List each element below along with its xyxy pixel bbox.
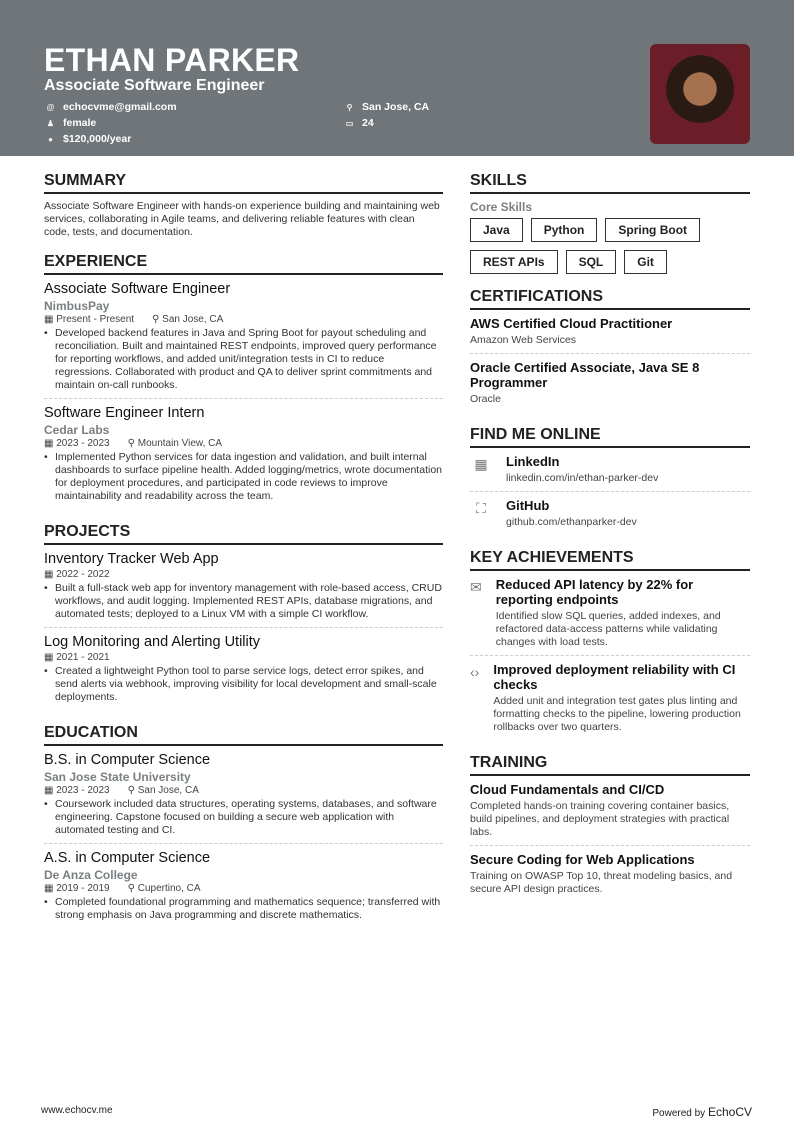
- contact-text: echocvme@gmail.com: [63, 101, 177, 113]
- location-pin-icon: ⚲: [127, 438, 138, 449]
- item-title: AWS Certified Cloud Practitioner: [470, 316, 673, 331]
- contact-text: San Jose, CA: [362, 101, 430, 113]
- item-location: Cupertino, CA: [137, 883, 201, 894]
- item-body: [506, 498, 637, 529]
- item-organization: De Anza College: [44, 868, 138, 882]
- item-subtitle[interactable]: github.com/ethanparker-dev: [506, 516, 637, 528]
- item-title: A.S. in Computer Science: [44, 850, 211, 866]
- item-subtitle: Added unit and integration test gates plus linting and formatting checks to the pipeline, lowering production rollbacks over two quarters.: [493, 695, 741, 733]
- online-item[interactable]: [470, 454, 750, 492]
- certifications-item: [470, 316, 750, 354]
- item-description: • Developed backend features in Java and Spring Boot for payout scheduling and reconciliation. Built and maintained REST endpoints, improved query performance for reporting workflows, and added unit/integration tests in CI to reduce regressions. Collaborated with product and QA to deliver sprint commitments and maintain on-call runbooks.: [44, 327, 443, 392]
- item-description: • Built a full-stack web app for inventory management with role-based access, CRUD workflows, and audit logging. Implemented REST APIs, database migrations, and automated tests; deployed to a Linux VM with a simple CI workflow.: [44, 582, 443, 621]
- salary-icon: ●: [48, 134, 53, 144]
- training-item: [470, 782, 750, 846]
- certifications-heading: CERTIFICATIONS: [470, 288, 750, 310]
- profile-photo: [650, 44, 750, 144]
- location: [128, 883, 201, 894]
- dates: [44, 438, 110, 449]
- linkedin-icon: ▦: [474, 456, 488, 472]
- location: [128, 438, 222, 449]
- contact-item: [46, 117, 96, 129]
- item-dates: 2023 - 2023: [56, 785, 110, 796]
- location-pin-icon: ⚲: [127, 883, 138, 894]
- envelope-icon: ✉: [470, 579, 482, 595]
- item-subtitle: Amazon Web Services: [470, 334, 577, 346]
- item-meta: [44, 883, 443, 894]
- powered-by-label: Powered by: [652, 1108, 706, 1119]
- item-dates: Present - Present: [56, 314, 135, 325]
- item-organization: San Jose State University: [44, 770, 191, 784]
- education-item: [44, 752, 443, 844]
- resume-header: [0, 0, 794, 156]
- item-body: [506, 454, 658, 485]
- skill-tag: Spring Boot: [605, 218, 700, 242]
- item-organization: NimbusPay: [44, 299, 110, 313]
- skill-tag: Git: [624, 250, 667, 274]
- contact-item: [46, 101, 177, 113]
- item-title: LinkedIn: [506, 454, 560, 469]
- experience-item: [44, 405, 443, 509]
- item-title: Oracle Certified Associate, Java SE 8 Programmer: [470, 360, 700, 390]
- item-body: [496, 577, 750, 649]
- skills-subheading: Core Skills: [470, 200, 533, 214]
- skill-tag: Python: [531, 218, 598, 242]
- projects-item: [44, 551, 443, 628]
- item-title: Log Monitoring and Alerting Utility: [44, 634, 261, 650]
- achievements-heading: KEY ACHIEVEMENTS: [470, 549, 750, 571]
- dates: [44, 785, 110, 796]
- contact-text: female: [63, 117, 97, 129]
- item-title: Software Engineer Intern: [44, 405, 205, 421]
- item-subtitle: Training on OWASP Top 10, threat modeling basics, and secure API design practices.: [470, 870, 733, 895]
- item-title: Improved deployment reliability with CI checks: [493, 662, 736, 692]
- left-column: [44, 172, 443, 934]
- item-description: • Coursework included data structures, operating systems, databases, and software engineering. Capstone focused on building a secure web application with automated testing and CI.: [44, 798, 443, 837]
- right-column: [470, 172, 750, 908]
- summary-heading: SUMMARY: [44, 172, 443, 194]
- item-title: Reduced API latency by 22% for reporting endpoints: [495, 577, 694, 607]
- skill-tag: SQL: [566, 250, 617, 274]
- calendar-icon: ▦: [44, 438, 57, 449]
- item-subtitle: Oracle: [470, 393, 501, 405]
- item-meta: [44, 652, 443, 663]
- projects-heading: PROJECTS: [44, 523, 443, 545]
- candidate-title: Associate Software Engineer: [44, 77, 265, 94]
- calendar-icon: ▦: [44, 883, 57, 894]
- calendar-icon: ▭: [345, 118, 354, 128]
- online-item[interactable]: [470, 498, 750, 535]
- echocv-brand: EchoCV: [707, 1105, 752, 1119]
- item-title: Associate Software Engineer: [44, 281, 231, 297]
- calendar-icon: ▦: [44, 652, 57, 663]
- item-body: [493, 662, 750, 734]
- item-subtitle: Identified slow SQL queries, added indexes, and refactored data-access patterns while validating changes with load tests.: [495, 610, 721, 648]
- calendar-icon: ▦: [44, 785, 57, 796]
- item-dates: 2022 - 2022: [56, 569, 110, 580]
- item-title: Cloud Fundamentals and CI/CD: [470, 782, 665, 797]
- experience-item: [44, 281, 443, 399]
- at-icon: @: [46, 102, 55, 112]
- skill-tag: Java: [470, 218, 523, 242]
- contact-item: [345, 117, 374, 129]
- item-location: Mountain View, CA: [137, 438, 223, 449]
- footer-website[interactable]: www.echocv.me: [41, 1105, 113, 1116]
- certifications-item: [470, 360, 750, 412]
- item-dates: 2021 - 2021: [56, 652, 110, 663]
- code-icon: ‹›: [470, 664, 480, 680]
- calendar-icon: ▦: [44, 314, 57, 325]
- achievements-item: [470, 577, 750, 656]
- location-icon: ⚲: [346, 102, 353, 112]
- dates: [44, 569, 110, 580]
- item-meta: [44, 438, 443, 449]
- item-dates: 2019 - 2019: [56, 883, 110, 894]
- education-item: [44, 850, 443, 928]
- item-description: • Created a lightweight Python tool to parse service logs, detect error spikes, and send alerts via webhook, improving visibility for local development and small-scale deployments.: [44, 665, 443, 704]
- contact-text: $120,000/year: [63, 133, 132, 145]
- skill-tag: REST APIs: [470, 250, 558, 274]
- item-meta: [44, 314, 443, 325]
- contact-item: [345, 101, 429, 113]
- dates: [44, 883, 110, 894]
- training-heading: TRAINING: [470, 754, 750, 776]
- experience-heading: EXPERIENCE: [44, 253, 443, 275]
- dates: [44, 652, 110, 663]
- github-icon: ⛶: [476, 500, 486, 516]
- item-title: B.S. in Computer Science: [44, 752, 211, 768]
- location-pin-icon: ⚲: [152, 314, 163, 325]
- training-item: [470, 852, 750, 902]
- person-icon: ♟: [46, 118, 55, 128]
- contact-item: [46, 133, 131, 145]
- summary-text: Associate Software Engineer with hands-on experience building and maintaining web services, collaborating in Agile teams, and delivering reliable features with clean code, tests, and documentation.: [44, 200, 440, 238]
- item-subtitle[interactable]: linkedin.com/in/ethan-parker-dev: [506, 472, 659, 484]
- calendar-icon: ▦: [44, 569, 57, 580]
- candidate-name: ETHAN PARKER: [44, 42, 300, 78]
- item-meta: [44, 569, 443, 580]
- item-dates: 2023 - 2023: [56, 438, 110, 449]
- achievements-item: [470, 662, 750, 740]
- item-title: Inventory Tracker Web App: [44, 551, 219, 567]
- online-heading: FIND ME ONLINE: [470, 426, 750, 448]
- projects-item: [44, 634, 443, 710]
- item-title: GitHub: [506, 498, 550, 513]
- location: [128, 785, 199, 796]
- footer-powered-by: [652, 1105, 752, 1119]
- item-location: San Jose, CA: [137, 785, 199, 796]
- item-organization: Cedar Labs: [44, 423, 110, 437]
- item-subtitle: Completed hands-on training covering container basics, build pipelines, and deployment strategies with practical labs.: [470, 800, 730, 838]
- item-location: San Jose, CA: [162, 314, 224, 325]
- item-title: Secure Coding for Web Applications: [470, 852, 695, 867]
- contact-text: 24: [362, 117, 374, 129]
- item-description: • Implemented Python services for data ingestion and validation, and built internal dashboards to surface pipeline health. Added logging/metrics, wrote documentation for deployment procedures, and participated in code reviews to improve maintainability and readability across the team.: [44, 451, 443, 503]
- item-meta: [44, 785, 443, 796]
- location-pin-icon: ⚲: [127, 785, 138, 796]
- dates: [44, 314, 134, 325]
- skills-heading: SKILLS: [470, 172, 750, 194]
- item-description: • Completed foundational programming and mathematics sequence; transferred with strong emphasis on Java programming and discrete mathematics.: [44, 896, 443, 922]
- education-heading: EDUCATION: [44, 724, 443, 746]
- location: [152, 314, 223, 325]
